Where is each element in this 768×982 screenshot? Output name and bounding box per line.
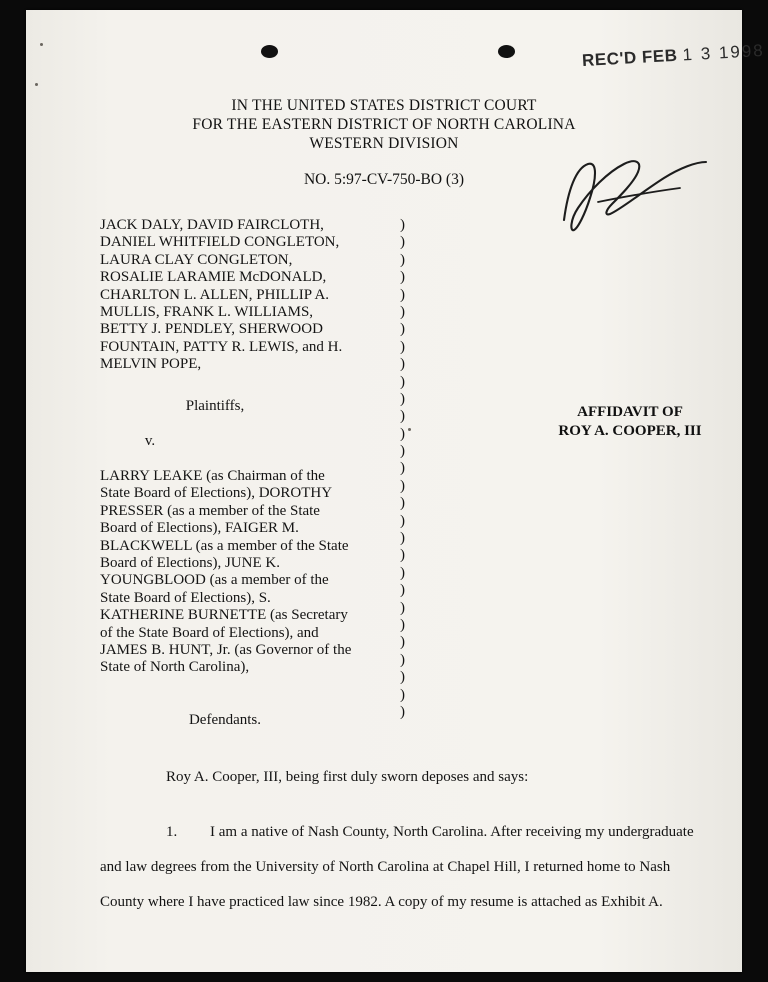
defendant-line: State of North Carolina), — [100, 659, 250, 676]
court-header-line-2: FOR THE EASTERN DISTRICT OF NORTH CAROLINA — [192, 116, 576, 133]
plaintiffs-label: Plaintiffs, — [185, 398, 245, 414]
plaintiff-line: MELVIN POPE, — [100, 356, 202, 373]
scan-speck — [35, 83, 38, 86]
caption-paren: ) — [400, 390, 405, 407]
caption-paren: ) — [400, 286, 405, 303]
punch-hole-right — [498, 45, 515, 58]
caption-paren: ) — [400, 477, 405, 494]
caption-paren-column — [400, 217, 416, 721]
document-title-line-1: AFFIDAVIT OF — [577, 404, 683, 420]
caption-paren: ) — [400, 616, 405, 633]
caption-paren: ) — [400, 251, 405, 268]
court-header-line-1: IN THE UNITED STATES DISTRICT COURT — [231, 97, 537, 114]
versus-label: v. — [144, 433, 156, 449]
caption-paren: ) — [400, 669, 405, 686]
draft-handwriting-annotation — [546, 150, 726, 240]
page-surface — [26, 10, 766, 972]
plaintiff-line: JACK DALY, DAVID FAIRCLOTH, — [100, 217, 324, 233]
defendant-line: of the State Board of Elections), and — [100, 624, 319, 641]
defendant-line: YOUNGBLOOD (as a member of the — [100, 572, 329, 589]
document-page — [26, 10, 766, 972]
caption-paren: ) — [400, 547, 405, 564]
plaintiff-line: BETTY J. PENDLEY, SHERWOOD — [100, 321, 323, 338]
defendant-line: State Board of Elections), DOROTHY — [100, 485, 333, 502]
defendant-line: KATHERINE BURNETTE (as Secretary — [100, 607, 348, 624]
defendant-line: BLACKWELL (as a member of the State — [100, 537, 349, 554]
caption-paren: ) — [400, 321, 405, 338]
defendant-line: LARRY LEAKE (as Chairman of the — [100, 468, 325, 484]
plaintiff-line: ROSALIE LARAMIE McDONALD, — [100, 269, 327, 286]
paragraph-text: I am a native of Nash County, North Carolina. After receiving my undergraduate and law degrees from the University of North Carolina at Chapel Hill, I returned home to Nash County where I have practiced law since 1982. A copy of my resume is attached as Exhibit A. — [100, 824, 694, 910]
caption-paren: ) — [400, 703, 405, 720]
received-stamp-label: REC'D FEB — [581, 45, 678, 71]
received-stamp-date: 1 3 1998 — [682, 40, 766, 65]
defendant-line: State Board of Elections), S. — [100, 589, 271, 606]
caption-paren: ) — [400, 582, 405, 599]
plaintiff-line: FOUNTAIN, PATTY R. LEWIS, and H. — [100, 338, 343, 355]
caption-paren: ) — [400, 269, 405, 286]
defendant-names — [100, 468, 370, 677]
defendant-line: JAMES B. HUNT, Jr. (as Governor of the — [100, 642, 352, 659]
caption-paren: ) — [400, 234, 405, 251]
plaintiff-line: LAURA CLAY CONGLETON, — [100, 251, 293, 268]
defendant-line: Board of Elections), FAIGER M. — [100, 520, 299, 537]
court-header — [26, 96, 742, 153]
document-body — [100, 760, 700, 940]
caption-paren: ) — [400, 338, 405, 355]
plaintiff-line: CHARLTON L. ALLEN, PHILLIP A. — [100, 286, 330, 303]
caption-paren: ) — [400, 356, 405, 373]
caption-paren: ) — [400, 495, 405, 512]
case-number: NO. 5:97-CV-750-BO (3) — [303, 171, 465, 188]
caption-paren: ) — [400, 599, 405, 616]
caption-paren: ) — [400, 460, 405, 477]
caption-paren: ) — [400, 530, 405, 547]
plaintiff-names — [100, 217, 370, 374]
caption-paren: ) — [400, 651, 405, 668]
plaintiff-line: MULLIS, FRANK L. WILLIAMS, — [100, 304, 314, 321]
received-stamp — [582, 41, 766, 71]
defendant-line: PRESSER (as a member of the State — [100, 502, 320, 519]
caption-paren: ) — [400, 686, 405, 703]
document-title-line-2: ROY A. COOPER, III — [558, 423, 702, 439]
caption-paren: ) — [400, 303, 405, 320]
affidavit-intro: Roy A. Cooper, III, being first duly sworn deposes and says: — [166, 769, 529, 785]
defendant-line: Board of Elections), JUNE K. — [100, 555, 280, 572]
caption-paren: ) — [400, 408, 405, 425]
caption-paren: ) — [400, 564, 405, 581]
scan-speck — [40, 43, 43, 46]
caption-paren: ) — [400, 425, 405, 442]
punch-hole-left — [261, 45, 278, 58]
caption-paren: ) — [400, 373, 405, 390]
court-header-line-3: WESTERN DIVISION — [309, 135, 459, 152]
body-paragraph-1 — [100, 815, 700, 920]
caption-paren: ) — [400, 634, 405, 651]
document-title — [500, 403, 760, 441]
caption-paren: ) — [400, 443, 405, 460]
defendants-label: Defendants. — [188, 712, 262, 728]
caption-paren: ) — [400, 217, 405, 233]
paragraph-number: 1. — [166, 824, 178, 840]
plaintiff-line: DANIEL WHITFIELD CONGLETON, — [100, 234, 340, 251]
caption-paren: ) — [400, 512, 405, 529]
